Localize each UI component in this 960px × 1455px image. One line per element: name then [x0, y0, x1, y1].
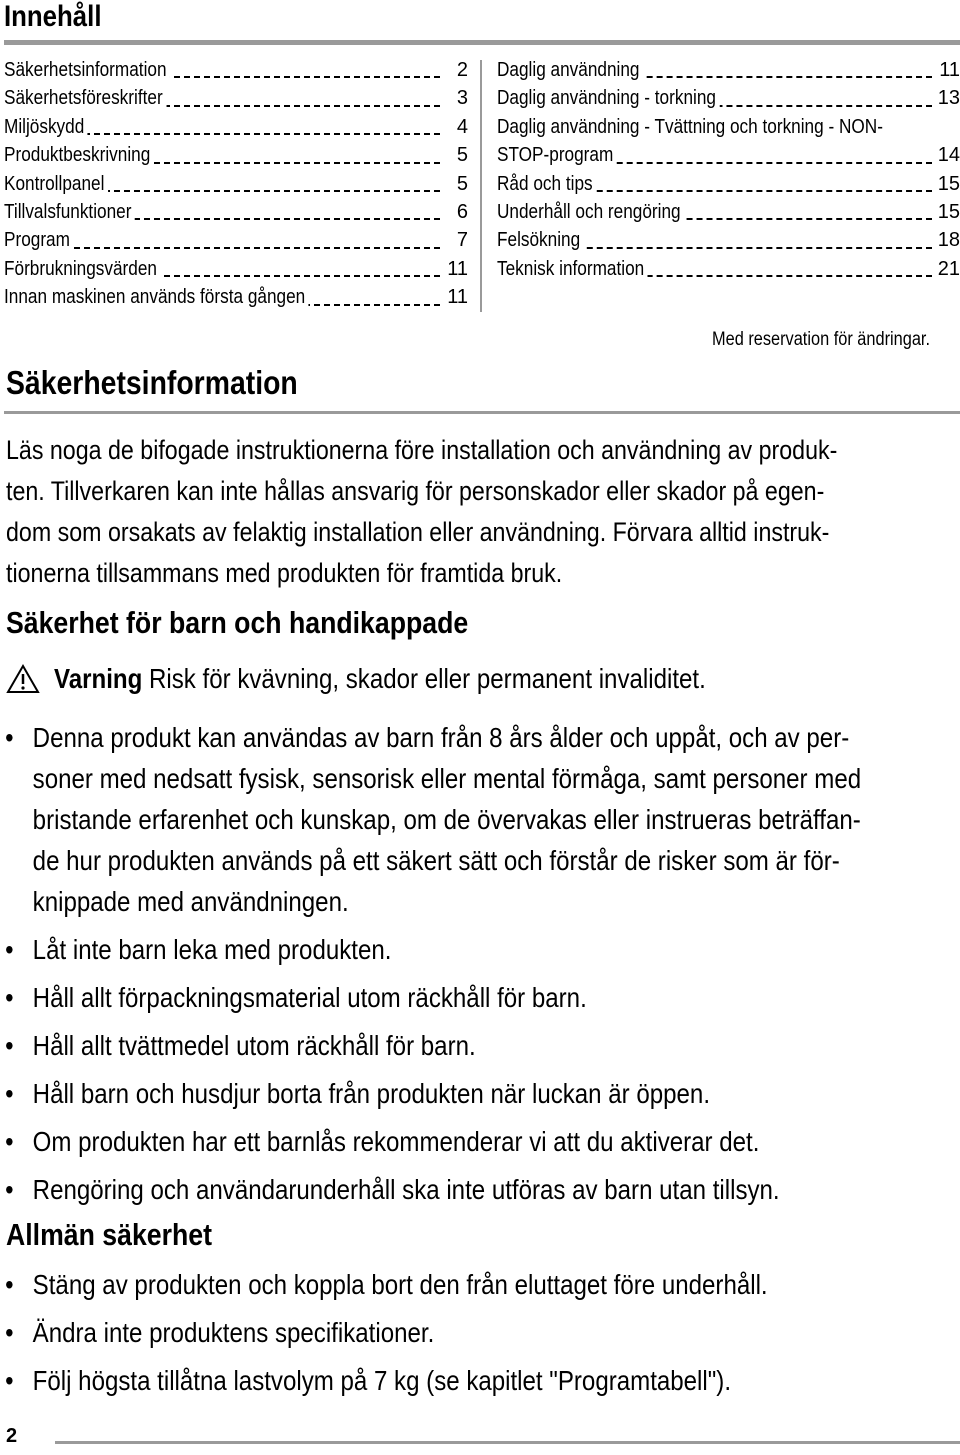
list-item — [0, 1121, 960, 1162]
toc-entry[interactable] — [4, 113, 468, 141]
list-item-text: Låt inte barn leka med produkten. — [32, 934, 392, 965]
toc-label: Innan maskinen används första gången — [4, 285, 309, 309]
toc-entry[interactable] — [4, 170, 468, 198]
toc-label: Underhåll och rengöring — [497, 200, 684, 224]
toc-page-number: 6 — [453, 200, 468, 224]
section-heading-safety: Säkerhetsinformation — [6, 364, 298, 401]
list-item-text: Håll allt tvättmedel utom räckhåll för barn. — [32, 1030, 476, 1061]
list-item-text: knippade med användningen. — [32, 886, 349, 917]
toc-entry[interactable] — [497, 170, 960, 198]
list-item — [0, 1360, 960, 1401]
toc-entry[interactable] — [497, 56, 960, 84]
warning-notice — [6, 663, 812, 695]
bullet-icon: • — [5, 934, 14, 965]
toc-page-number: 11 — [443, 285, 468, 309]
list-item — [0, 1312, 960, 1353]
list-item-text: Följ högsta tillåtna lastvolym på 7 kg (se kapitlet "Programtabell"). — [32, 1365, 732, 1396]
warning-text: Risk för kvävning, skador eller permanent invaliditet. — [149, 663, 706, 694]
toc-entry[interactable] — [4, 56, 468, 84]
list-item-text: bristande erfarenhet och kunskap, om de övervakas eller instrueras beträffan- — [32, 804, 861, 835]
footer-rule — [55, 1441, 960, 1444]
toc-entry[interactable] — [4, 255, 468, 283]
toc-page-number: 13 — [934, 86, 960, 110]
toc-entry[interactable] — [497, 84, 960, 112]
toc-entry[interactable] — [497, 255, 960, 283]
list-item — [0, 717, 960, 922]
header-rule — [4, 40, 960, 45]
intro-line: ten. Tillverkaren kan inte hållas ansvarig för personskador eller skador på egen- — [6, 476, 825, 506]
toc-entry[interactable] — [497, 198, 960, 226]
toc-label: Tillvalsfunktioner — [4, 200, 135, 224]
list-item-text: Stäng av produkten och koppla bort den från eluttaget före underhåll. — [32, 1269, 768, 1300]
list-item-text: Håll allt förpackningsmaterial utom räckhåll för barn. — [32, 982, 587, 1013]
toc-divider — [480, 60, 482, 312]
toc-label: Förbrukningsvärden — [4, 257, 160, 281]
toc-label: Daglig användning - Tvättning och torkning - NON- — [497, 115, 886, 139]
toc-label: Miljöskydd — [4, 115, 88, 139]
list-item — [0, 929, 960, 970]
toc-entry[interactable] — [497, 141, 960, 169]
bullet-icon: • — [5, 1174, 14, 1205]
toc-label: Daglig användning — [497, 58, 643, 82]
section-heading-general: Allmän säkerhet — [6, 1217, 212, 1252]
bullet-icon: • — [5, 1078, 14, 1109]
toc-page-number: 15 — [934, 200, 960, 224]
toc-page-number: 14 — [934, 143, 960, 167]
toc-label: Kontrollpanel — [4, 172, 108, 196]
toc-label: Säkerhetsföreskrifter — [4, 86, 166, 110]
toc-entry[interactable] — [497, 226, 960, 254]
intro-line: tionerna tillsammans med produkten för framtida bruk. — [6, 558, 563, 588]
toc-page-number: 18 — [934, 228, 960, 252]
toc-page-number: 2 — [453, 58, 468, 82]
toc-label: Säkerhetsinformation — [4, 58, 170, 82]
list-item-text: Denna produkt kan användas av barn från 8 års ålder och uppåt, och av per- — [32, 722, 850, 753]
toc-page-number: 5 — [453, 172, 468, 196]
list-item-text: Håll barn och husdjur borta från produkten när luckan är öppen. — [32, 1078, 711, 1109]
toc-entry[interactable] — [4, 141, 468, 169]
warning-triangle-icon — [6, 664, 40, 694]
toc-title: Innehåll — [4, 0, 102, 33]
bullet-icon: • — [5, 1317, 14, 1348]
general-bullet-list — [0, 1264, 960, 1408]
list-item-text: Rengöring och användarunderhåll ska inte utföras av barn utan tillsyn. — [32, 1174, 780, 1205]
toc-entry[interactable] — [4, 283, 468, 311]
bullet-icon: • — [5, 722, 14, 753]
toc-entry-continued — [497, 113, 960, 141]
section-heading-children: Säkerhet för barn och handikappade — [6, 605, 469, 640]
toc-label: Produktbeskrivning — [4, 143, 154, 167]
toc-left-column — [4, 56, 468, 312]
toc-page-number: 4 — [453, 115, 468, 139]
toc-label: Råd och tips — [497, 172, 596, 196]
list-item-text: Om produkten har ett barnlås rekommenderar vi att du aktiverar det. — [32, 1126, 760, 1157]
bullet-icon: • — [5, 1365, 14, 1396]
list-item-text: soner med nedsatt fysisk, sensorisk eller mental förmåga, samt personer med — [32, 763, 862, 794]
toc-entry[interactable] — [4, 84, 468, 112]
intro-line: dom som orsakats av felaktig installation eller användning. Förvara alltid instruk- — [6, 517, 830, 547]
toc-page-number: 21 — [934, 257, 960, 281]
list-item-text: Ändra inte produktens specifikationer. — [32, 1317, 435, 1348]
bullet-icon: • — [5, 1030, 14, 1061]
bullet-icon: • — [5, 982, 14, 1013]
intro-paragraph — [6, 430, 952, 594]
list-item-text: de hur produkten används på ett säkert sätt och förstår de risker som är för- — [32, 845, 840, 876]
toc-right-column — [497, 56, 960, 283]
toc-label: Daglig användning - torkning — [497, 86, 719, 110]
page-number: 2 — [6, 1425, 18, 1447]
bullet-icon: • — [5, 1126, 14, 1157]
list-item — [0, 1169, 960, 1210]
list-item — [0, 1025, 960, 1066]
toc-label: Program — [4, 228, 73, 252]
children-bullet-list — [0, 717, 960, 1217]
list-item — [0, 1264, 960, 1305]
list-item — [0, 977, 960, 1018]
toc-label: STOP-program — [497, 143, 617, 167]
toc-label: Felsökning — [497, 228, 584, 252]
toc-page-number: 15 — [934, 172, 960, 196]
toc-page-number: 3 — [453, 86, 468, 110]
reservation-note: Med reservation för ändringar. — [712, 329, 930, 350]
section-rule — [4, 411, 960, 414]
toc-page-number: 11 — [935, 58, 960, 82]
toc-entry[interactable] — [4, 198, 468, 226]
toc-page-number: 11 — [443, 257, 468, 281]
toc-page-number: 5 — [453, 143, 468, 167]
intro-line: Läs noga de bifogade instruktionerna före installation och användning av produk- — [6, 435, 838, 465]
warning-label: Varning — [54, 663, 143, 694]
toc-entry[interactable] — [4, 226, 468, 254]
toc-label: Teknisk information — [497, 257, 648, 281]
list-item — [0, 1073, 960, 1114]
bullet-icon: • — [5, 1269, 14, 1300]
toc-page-number: 7 — [453, 228, 468, 252]
